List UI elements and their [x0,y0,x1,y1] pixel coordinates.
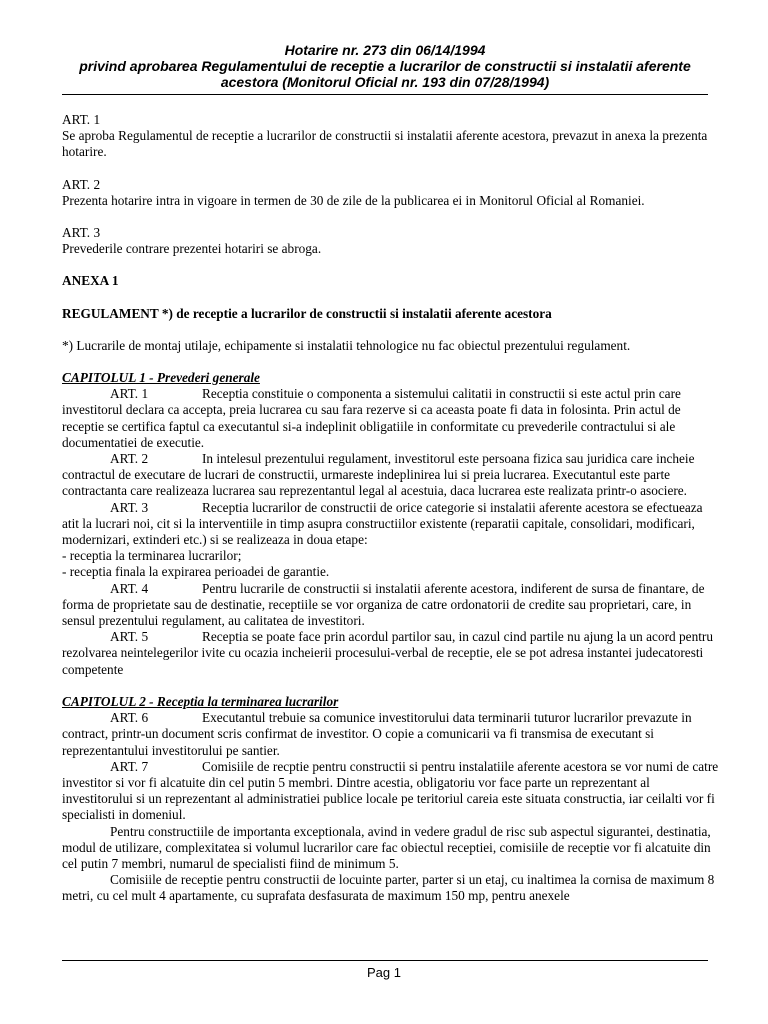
list-item: - receptia la terminarea lucrarilor; [62,548,242,564]
chapter-1-art-2 [62,451,722,500]
article-label: ART. 7 [110,758,149,774]
article-label: ART. 3 [62,225,101,241]
article-label: ART. 4 [110,580,149,596]
regulation-title: REGULAMENT *) de receptie a lucrarilor de constructii si instalatii aferente acestora [62,305,552,321]
list-item: - receptia finala la expirarea perioadei de garantie. [62,564,330,580]
chapter-1-art-5 [62,629,722,678]
article-text: Prevederile contrare prezentei hotariri se abroga. [62,241,322,257]
article-text: Se aproba Regulamentul de receptie a lucrarilor de constructii si instalatii aferente acestora, prevazut in anexa la prezenta hotarire. [62,128,708,160]
document-header [62,42,708,90]
article-text: Executantul trebuie sa comunice investitorului data terminarii tuturor lucrarilor prevazute in contract, printr-un document scris confirmat de investitor. O copie a comunicarii va fi transmisa de executant si reprezentantului investitorului pe santier. [62,710,692,758]
article-text: Pentru lucrarile de constructii si instalatii aferente acestora, indiferent de sursa de finantare, de forma de proprietate sau de destinatie, receptiile se vor organiza de catre ordonatorii de credite sau proprietari, care, in sensul prezentului regulament, au calitatea de investitori. [62,580,705,629]
article-label: ART. 1 [110,386,149,402]
annex-title: ANEXA 1 [62,273,119,289]
article-label: ART. 2 [110,451,149,467]
article-text: Receptia lucrarilor de constructii de orice categorie si instalatii aferente acestora se efectueaza atit la lucrari noi, cit si la interventiile in timp asupra constructiilor existente (reparatii capitale, consolidari, modificari, modernizari, extinderi etc.) si se realizeaza in doua etape: [62,499,703,548]
chapter-2-title: CAPITOLUL 2 - Receptia la terminarea lucrarilor [62,693,339,709]
article-text: In intelesul prezentului regulament, investitorul este persoana fizica sau juridica care incheie contractul de executare de lucrari de constructii, urmareste indeplinirea lui si preia lucrarea. Executantul este parte contractanta care realizeaza lucrarea sau reprezentantul legal al acestuia, daca lucrarea este realizata printr-o asociere. [62,451,695,499]
footnote: *) Lucrarile de montaj utilaje, echipamente si instalatii tehnologice nu fac obiectul prezentului regulament. [62,337,631,353]
chapter-1-art-4 [62,581,722,630]
article-text: Prezenta hotarire intra in vigoare in termen de 30 de zile de la publicarea ei in Monitorul Oficial al Romaniei. [62,192,645,208]
header-rule [62,94,708,95]
header-subtitle-line: privind aprobarea Regulamentului de receptie a lucrarilor de constructii si instalatii aferente [79,58,691,74]
article-label: ART. 2 [62,176,101,192]
header-subtitle-line-2: acestora (Monitorul Oficial nr. 193 din 07/28/1994) [220,74,550,90]
article-text: Receptia se poate face prin acordul partilor sau, in cazul cind partile nu ajung la un acord pentru rezolvarea neintelegerilor ivite cu ocazia incheierii procesului-verbal de receptie, ele se pot adresa instantei judecatoresti competente [62,629,713,677]
chapter-1-title: CAPITOLUL 1 - Prevederi generale [62,370,260,386]
page-number: Pag 1 [367,965,401,980]
article-text: Receptia constituie o componenta a sistemului calitatii in constructii si este actul prin care investitorul declara ca accepta, preia lucrarea cu sau fara rezerve si ca aceasta poate fi data in folosinta. Prin actul de receptie se certifica faptul ca executantul si-a indeplinit obligatiile in conformitate cu prevederile contractului si ale documentatiei de executie. [62,386,681,450]
paragraph: Pentru constructiile de importanta exceptionala, avind in vedere gradul de risc sub aspectul sigurantei, destinatia, modul de utilizare, complexitatea si volumul lucrarilor care fac obiectul receptiei, comisiile de receptie vor fi alcatuite din cel putin 7 membri, numarul de specialisti fiind de minimum 5. [62,823,711,871]
article-label: ART. 5 [110,629,149,645]
paragraph: Comisiile de receptie pentru constructii de locuinte parter, parter si un etaj, cu inaltimea la cornisa de maximum 8 metri, cu cel mult 4 apartamente, cu suprafata desfasurata de maximum 150 mp, pentru anexele [62,872,715,904]
article-text: Comisiile de recptie pentru constructii si pentru instalatiile aferente acestora se vor numi de catre investitor si vor fi alcatuite din cel putin 5 membri. Dintre acestia, obligatoriu vor face parte un reprezentant al investitorului si un reprezentant al administratiei publice locale pe teritoriul careia este situata constructia, iar ceilalti vor fi specialisti in domeniul. [62,758,719,823]
footer-rule [62,960,708,961]
chapter-1-art-3 [62,500,722,549]
document-body [62,112,722,905]
chapter-1-art-1 [62,386,722,451]
chapter-2-art-6 [62,710,722,759]
header-title-line: Hotarire nr. 273 din 06/14/1994 [284,42,486,58]
article-label: ART. 1 [62,112,101,127]
article-label: ART. 6 [110,710,149,726]
article-label: ART. 3 [110,499,149,515]
chapter-2-art-7 [62,759,722,824]
